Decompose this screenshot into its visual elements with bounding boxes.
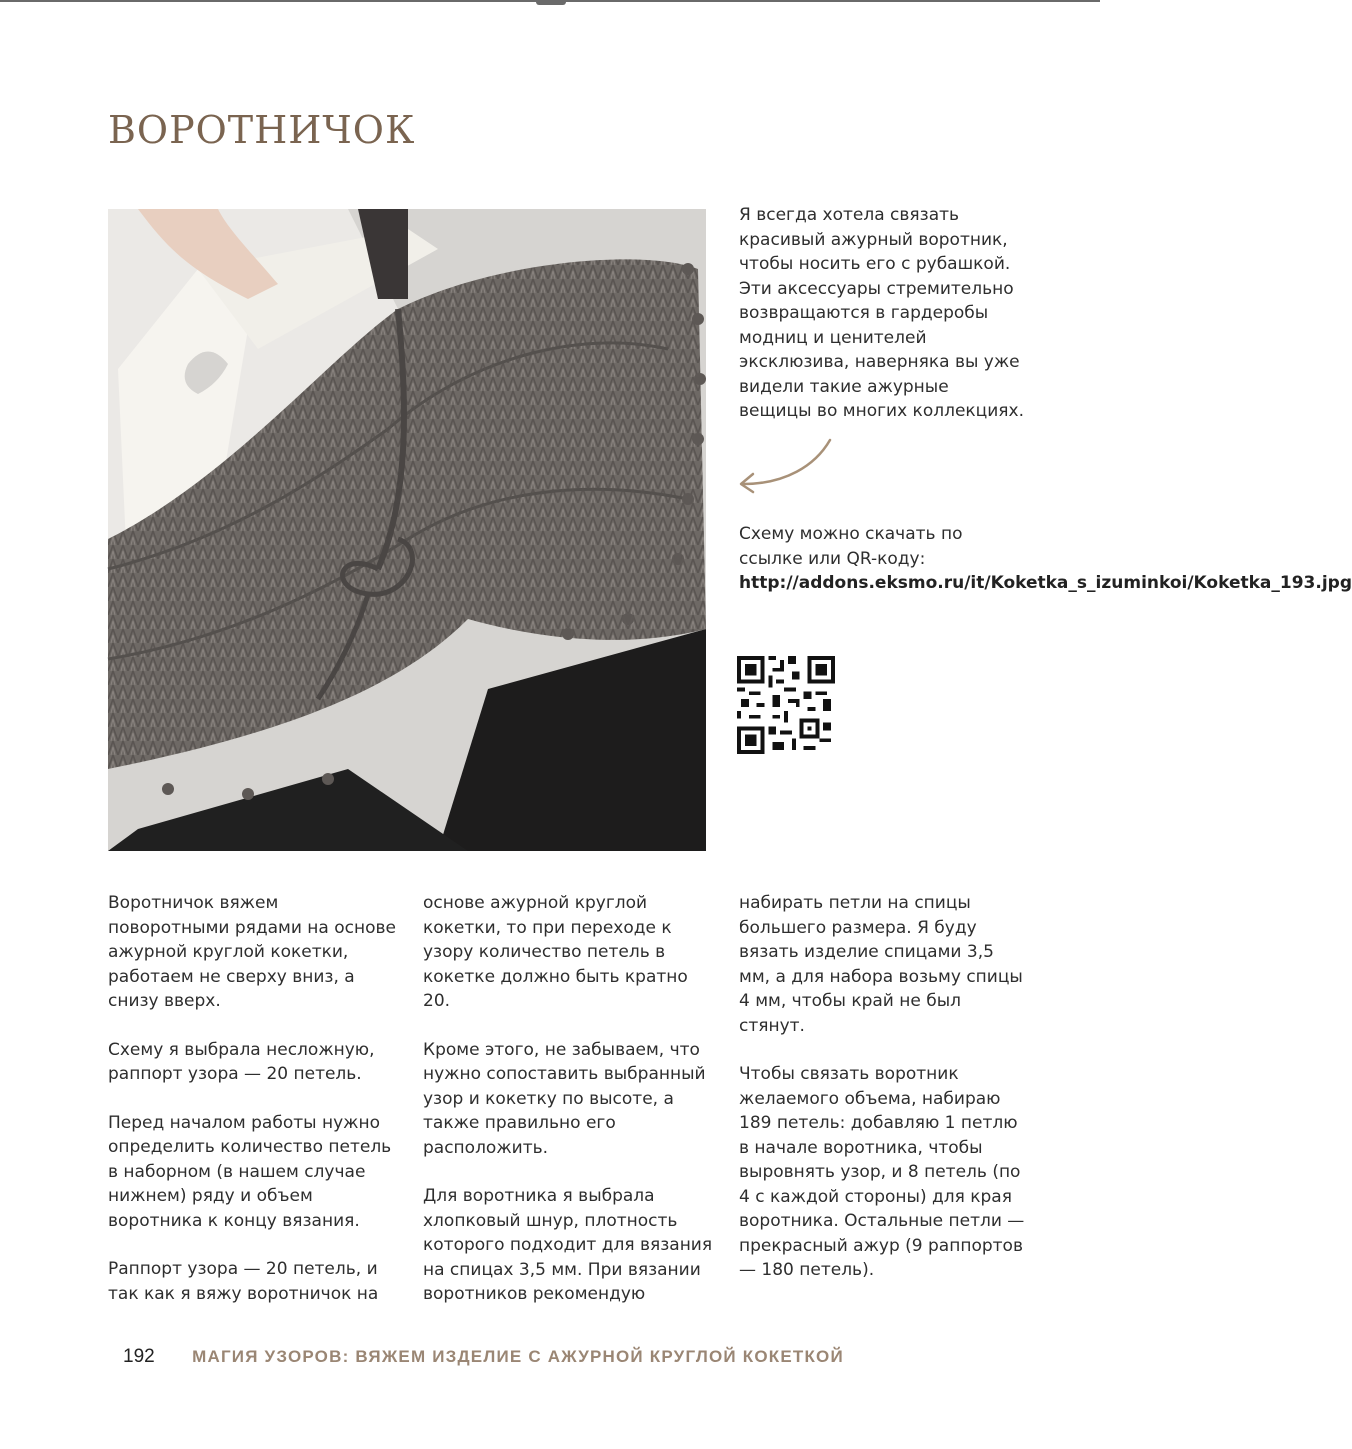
text-column-2	[423, 891, 713, 1331]
text-column-1	[108, 891, 398, 1330]
paragraph: набирать петли на спицы большего размера. Я буду вязать изделие спицами 3,5 мм, а для набора возьму спицы 4 мм, чтобы край не был стянут.	[739, 893, 1023, 1036]
download-note-label: Схему можно скачать по ссылке или QR-коду:	[739, 524, 963, 569]
top-tab	[536, 0, 566, 5]
paragraph: Кроме этого, не забываем, что нужно сопоставить выбранный узор и кокетку по высоте, а также правильно его расположить.	[423, 1039, 706, 1158]
paragraph: Перед началом работы нужно определить количество петель в наборном (в нашем случае нижнем) ряду и объем воротника к концу вязания.	[108, 1112, 392, 1231]
page-footer	[123, 1346, 844, 1368]
curved-arrow-icon	[735, 436, 835, 496]
qr-code[interactable]	[737, 656, 835, 754]
running-title: МАГИЯ УЗОРОВ: ВЯЖЕМ ИЗДЕЛИЕ С АЖУРНОЙ КРУГЛОЙ КОКЕТКОЙ	[192, 1347, 844, 1366]
intro-text: Я всегда хотела связать красивый ажурный воротник, чтобы носить его с рубашкой. Эти аксессуары стремительно возвращаются в гардеробы модниц и ценителей эксклюзива, наверняка вы уже видели такие ажурные вещицы во многих коллекциях.	[739, 205, 1024, 421]
download-link[interactable]: http://addons.eksmo.ru/it/Koketka_s_izuminkoi/Koketka_193.jpg	[739, 573, 1352, 593]
page-title: ВОРОТНИЧОК	[108, 108, 416, 152]
knitted-lace-collar-photo	[108, 209, 706, 851]
page-number: 192	[123, 1346, 155, 1367]
text-column-3	[739, 891, 1029, 1307]
download-note	[739, 522, 1352, 596]
paragraph: Схему я выбрала несложную, раппорт узора — 20 петель.	[108, 1039, 375, 1084]
paragraph: Раппорт узора — 20 петель, и так как я вяжу воротничок на	[108, 1259, 379, 1304]
paragraph: Чтобы связать воротник желаемого объема, набираю 189 петель: добавляю 1 петлю в начале воротника, чтобы выровнять узор, и 8 петель (по 4 с каждой стороны) для края воротника. Остальные петли — прекрасный ажур (9 раппортов — 180 петель).	[739, 1064, 1025, 1280]
paragraph: основе ажурной круглой кокетки, то при переходе к узору количество петель в кокетке должно быть кратно 20.	[423, 893, 688, 1011]
paragraph: Для воротника я выбрала хлопковый шнур, плотность которого подходит для вязания на спицах 3,5 мм. При вязании воротников рекомендую	[423, 1186, 713, 1304]
photo-illustration	[108, 209, 706, 851]
paragraph: Воротничок вяжем поворотными рядами на основе ажурной круглой кокетки, работаем не сверху вниз, а снизу вверх.	[108, 893, 396, 1011]
